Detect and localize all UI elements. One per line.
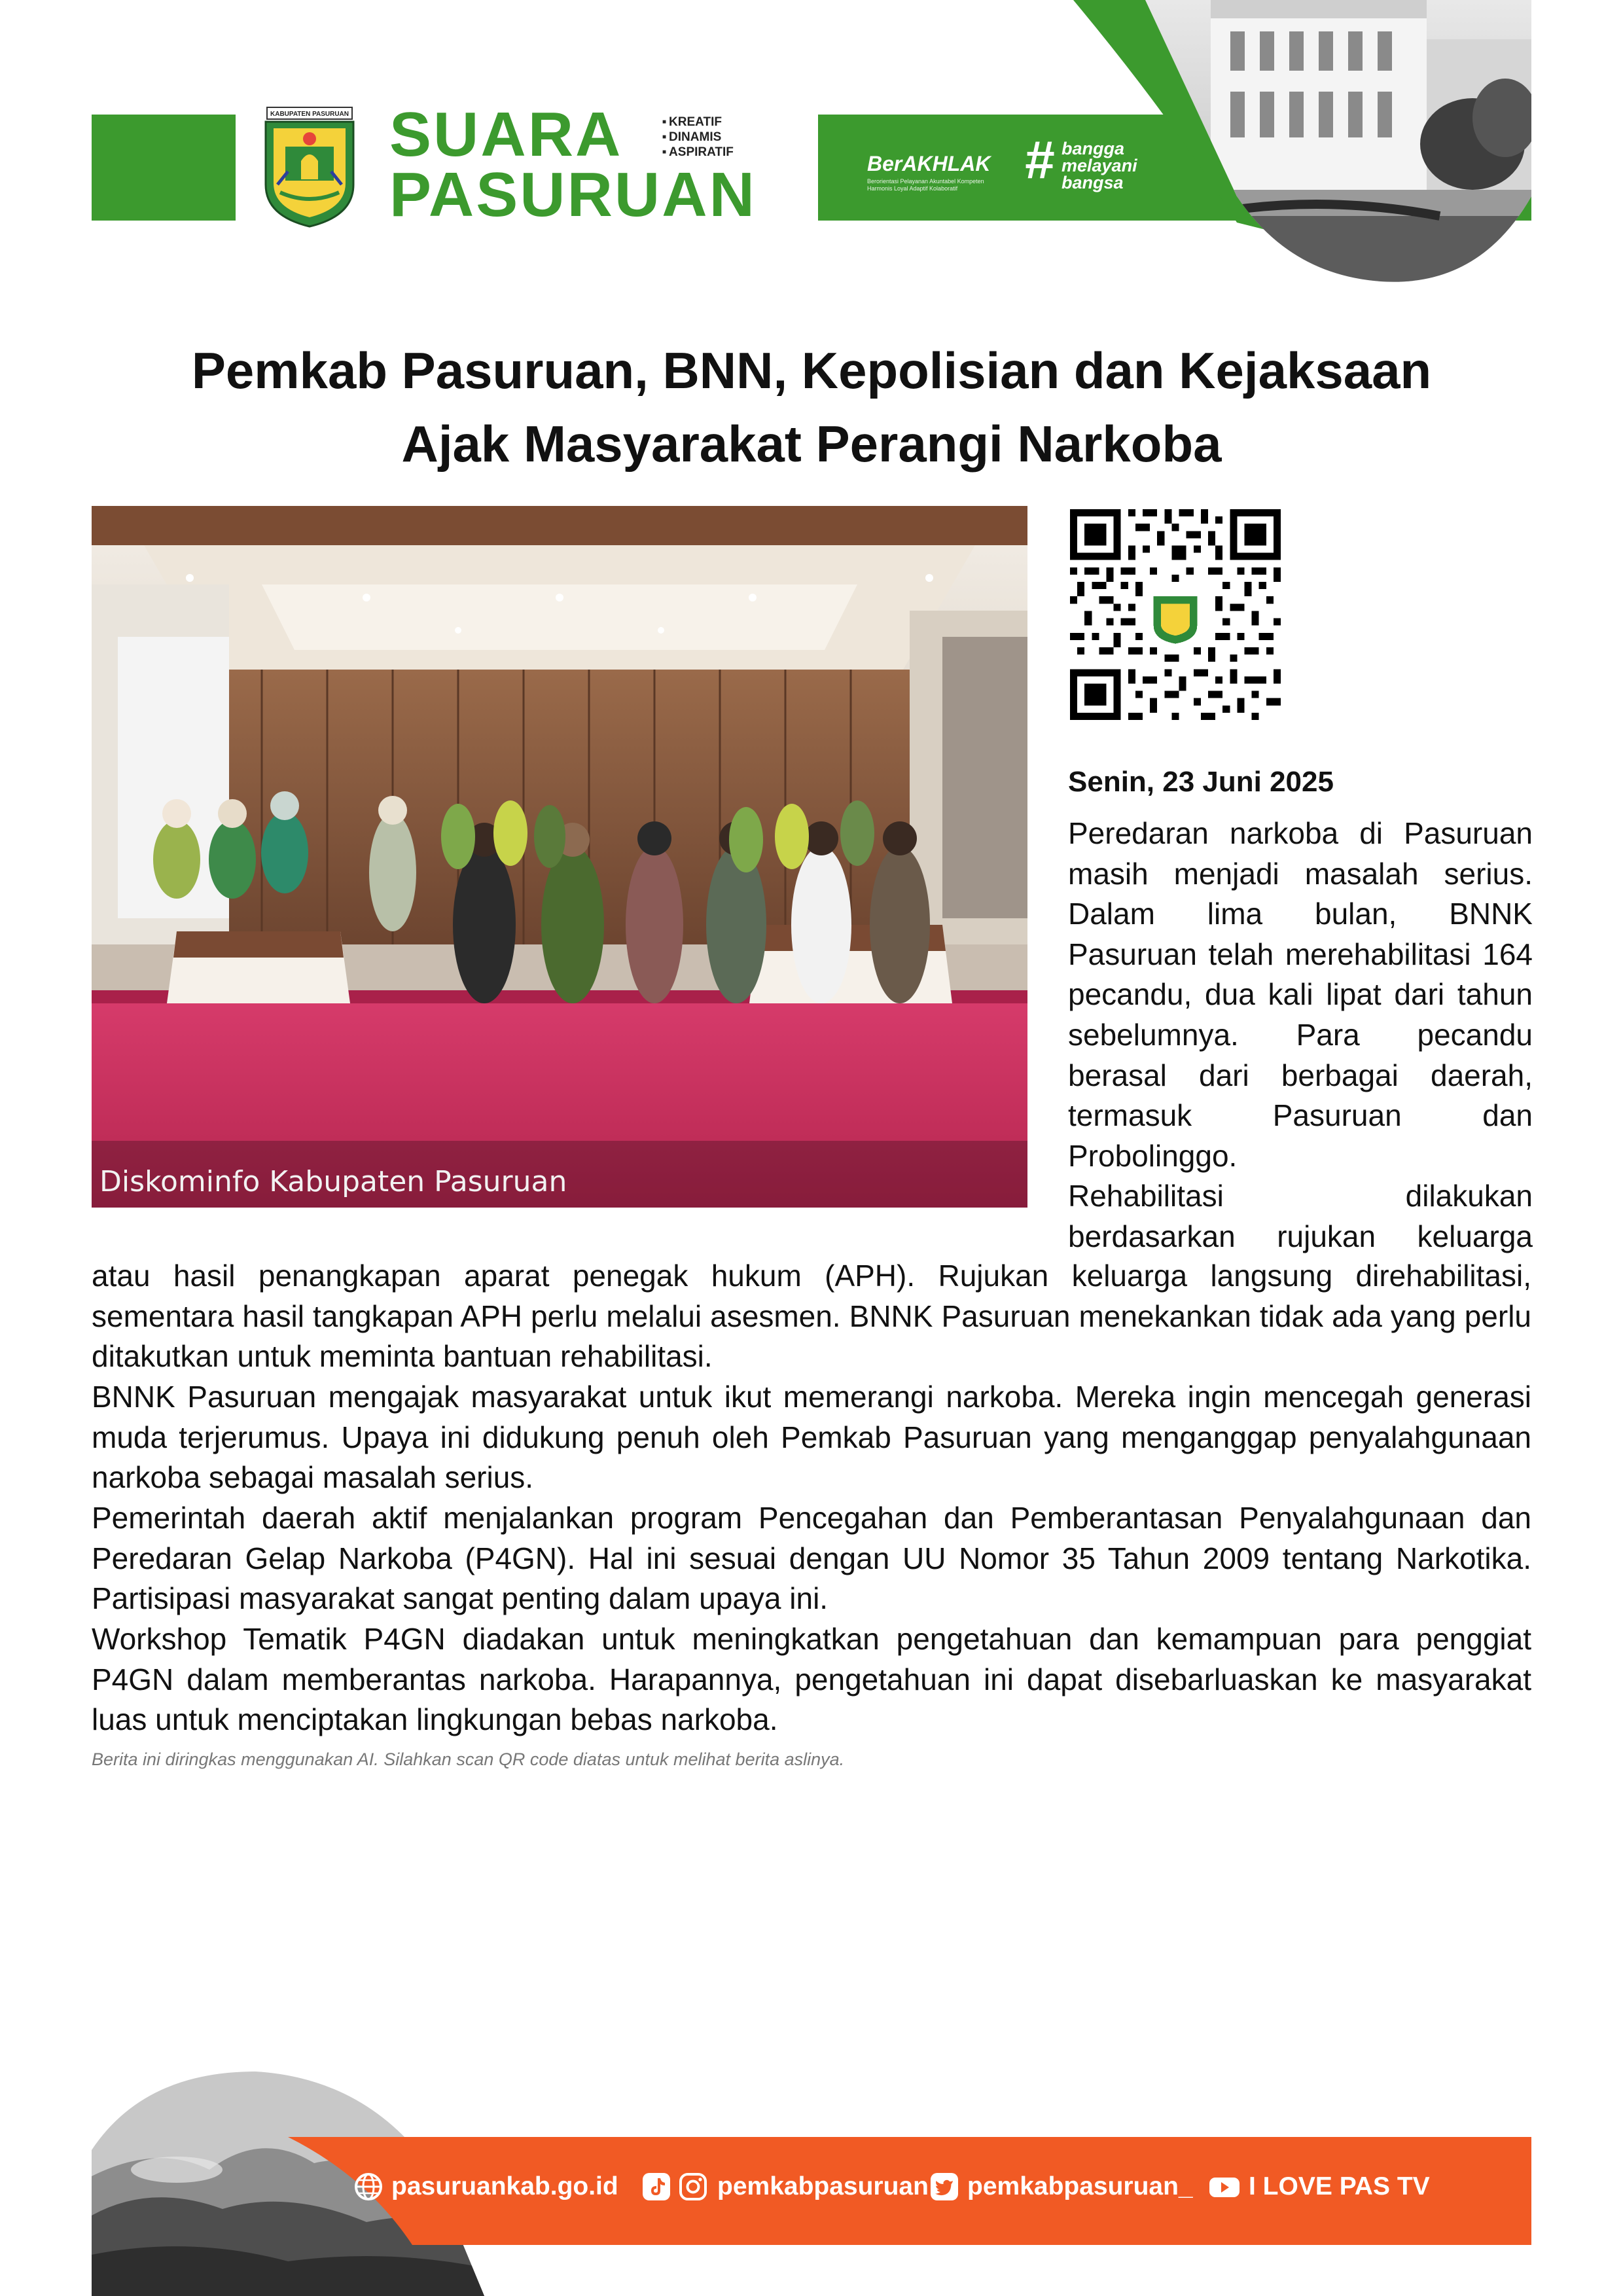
bmb-line-2: melayani [1061, 156, 1137, 175]
tagline-kreatif: ■ KREATIF [662, 115, 722, 130]
bmb-line-3: bangsa [1061, 173, 1124, 192]
article-title [92, 334, 1531, 480]
article-title-line2: Ajak Masyarakat Perangi Narkoba [401, 415, 1222, 473]
tagline-aspiratif: ■ ASPIRATIF [662, 145, 734, 160]
tiktok-icon[interactable] [641, 2172, 671, 2202]
twitter-icon[interactable] [929, 2172, 959, 2202]
berakhlak-logo-text: BerAKHLAK [867, 152, 991, 175]
kabupaten-pasuruan-crest-logo [262, 106, 357, 228]
article-date: Senin, 23 Juni 2025 [1068, 766, 1334, 798]
article-paragraph-5: Workshop Tematik P4GN diadakan untuk meningkatkan pengetahuan dan kemampuan para penggiat P4GN dalam memberantas narkoba. Harapannya, pengetahuan ini dapat disebarluaskan ke masyarakat luas untuk menciptakan lingkungan bebas narkoba. [92, 1622, 1531, 1737]
globe-icon [353, 2172, 383, 2202]
article-paragraph-4: Pemerintah daerah aktif menjalankan program Pencegahan dan Pemberantasan Penyalahgunaan dan Peredaran Gelap Narkoba (P4GN). Hal ini sesuai dengan UU Nomor 35 Tahun 2009 tentang Narkotika. Partisipasi masyarakat sangat penting dalam upaya ini. [92, 1501, 1531, 1616]
instagram-icon[interactable] [678, 2172, 708, 2202]
article-paragraph-2-start: Rehabilitasi dilakukan berdasarkan rujukan keluarga [1068, 1179, 1533, 1253]
article-paragraph-2-continued: atau hasil penangkapan aparat penegak hukum (APH). Rujukan keluarga langsung direhabilitasi, sementara hasil tangkapan APH perlu melalui asesmen. BNNK Pasuruan menekankan tidak ada yang perlu ditakutkan untuk meminta bantuan rehabilitasi. [92, 1259, 1531, 1374]
article-photo [92, 506, 1027, 1208]
footer-instagram-tiktok-handle[interactable]: pemkabpasuruan [717, 2172, 929, 2200]
footer-website-link[interactable]: pasuruankab.go.id [391, 2172, 618, 2200]
brand-title-line1: SUARA [389, 99, 623, 170]
bmb-line-1: bangga [1061, 139, 1125, 158]
svg-text:KABUPATEN PASURUAN: KABUPATEN PASURUAN [270, 111, 349, 118]
header-left-bar [92, 115, 236, 221]
article-title-line1: Pemkab Pasuruan, BNN, Kepolisian dan Kejaksaan [191, 342, 1432, 399]
tagline-dinamis: ■ DINAMIS [662, 130, 721, 145]
header-building-photo [1073, 0, 1531, 288]
qr-code-icon[interactable] [1070, 509, 1281, 720]
article-paragraph-1: Peredaran narkoba di Pasuruan masih menjadi masalah serius. Dalam lima bulan, BNNK Pasuruan telah merehabilitasi 164 pecandu, dua kali lipat dari tahun sebelumnya. Para pecandu berasal dari berbagai daerah, termasuk Pasuruan dan Probolinggo. [1068, 816, 1533, 1173]
footer-twitter-handle[interactable]: pemkabpasuruan_ [967, 2172, 1193, 2200]
article-paragraph-3: BNNK Pasuruan mengajak masyarakat untuk ikut memerangi narkoba. Mereka ingin mencegah generasi muda terjerumus. Upaya ini didukung penuh oleh Pemkab Pasuruan yang menganggap penyalahgunaan narkoba sebagai masalah serius. [92, 1380, 1531, 1495]
footer-youtube-channel[interactable]: I LOVE PAS TV [1249, 2172, 1430, 2200]
youtube-icon[interactable] [1208, 2172, 1241, 2202]
brand-title-line2: PASURUAN [389, 160, 757, 230]
ai-summary-note: Berita ini diringkas menggunakan AI. Silahkan scan QR code diatas untuk melihat berita aslinya. [92, 1749, 845, 1769]
hashtag-icon: # [1024, 130, 1054, 190]
photo-credit-caption: Diskominfo Kabupaten Pasuruan [99, 1165, 567, 1198]
berakhlak-subtitle: Berorientasi Pelayanan Akuntabel Kompeten Harmonis Loyal Adaptif Kolaboratif [867, 178, 984, 192]
